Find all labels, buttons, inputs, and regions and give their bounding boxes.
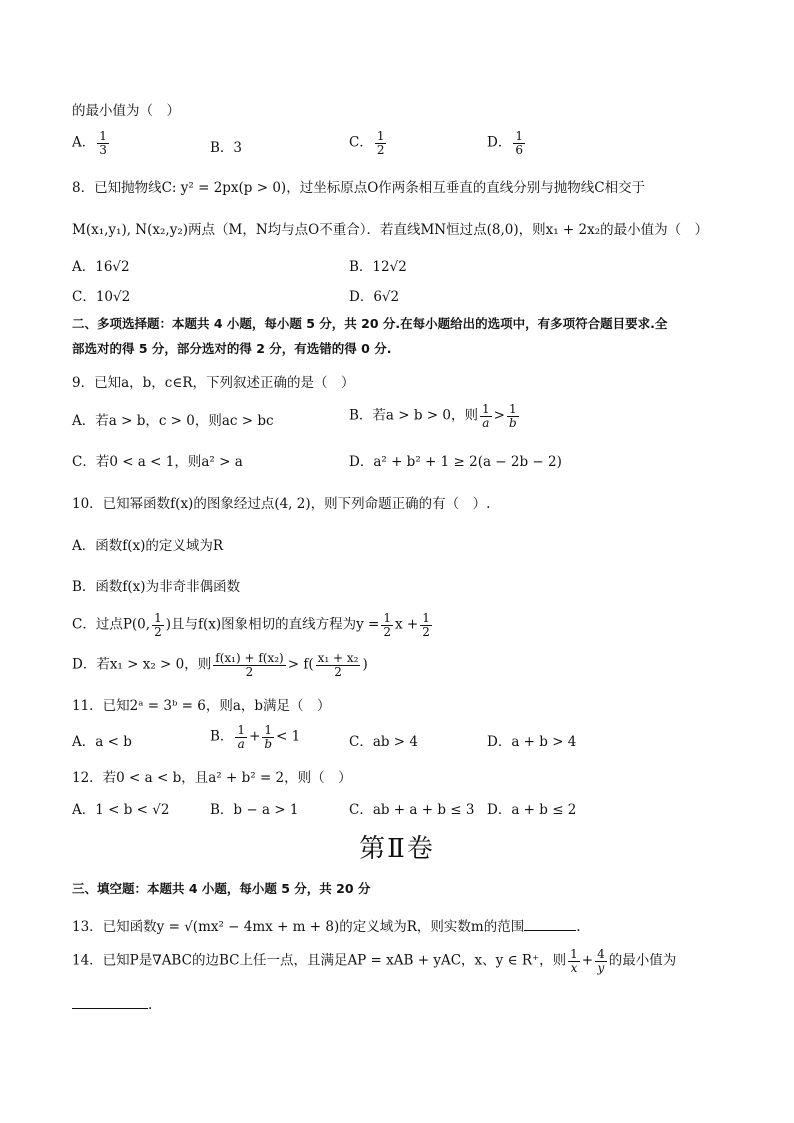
fraction: $\frac{4}{y}$ (597, 947, 605, 975)
q8-stem-line1: 8．已知抛物线C: y² = 2px(p > 0)，过坐标原点O作两条相互垂直的直线分别与抛物线C相交于 (72, 180, 646, 196)
q9-option-d[interactable]: D．a² + b² + 1 ≥ 2(a − 2b − 2) (349, 454, 562, 470)
option-text: ) (362, 656, 368, 673)
fraction: $\frac{1}{a}$ (482, 402, 490, 430)
q7-tail-text: 的最小值为（ ） (72, 103, 180, 119)
operator: + (581, 952, 594, 969)
q7-option-b[interactable] (210, 140, 242, 156)
q8-option-a[interactable]: A．16√2 (72, 259, 130, 275)
q9-option-b[interactable] (349, 403, 521, 429)
option-text: B．若a > b > 0，则 (349, 407, 478, 424)
q12-option-c[interactable]: C．ab + a + b ≤ 3 (349, 802, 475, 818)
option-text: C．过点P(0, (72, 616, 151, 633)
q11-option-d[interactable]: D．a + b > 4 (487, 734, 577, 750)
section2-heading-line2: 部选对的得 5 分，部分选对的得 2 分，有选错的得 0 分. (72, 341, 392, 356)
volume-title: 第Ⅱ卷 (359, 834, 435, 864)
option-value: 3 (233, 140, 243, 156)
section2-heading-line1: 二、多项选择题：本题共 4 小题，每小题 5 分，共 20 分.在每小题给出的选项中，有多项符合题目要求.全 (72, 316, 668, 331)
option-text: x + (394, 616, 419, 633)
q13-stem (72, 918, 581, 935)
q8-stem-line2: M(x₁,y₁), N(x₂,y₂)两点（M，N均与点O不重合）．若直线MN恒过点(8,0)，则x₁ + 2x₂的最小值为（ ） (72, 222, 709, 238)
q10-option-c[interactable] (72, 612, 434, 638)
fraction: $\frac{\text{x₁ + x₂}}{2}$ (317, 651, 359, 679)
q13-period: . (576, 919, 581, 935)
q9-option-a[interactable]: A．若a > b，c > 0，则ac > bc (72, 413, 274, 429)
q12-stem: 12．若0 < a < b，且a² + b² = 2，则（ ） (72, 770, 352, 786)
option-label: A． (72, 134, 96, 151)
q7-option-c[interactable] (349, 130, 388, 156)
q10-option-a[interactable]: A．函数f(x)的定义域为R (72, 538, 224, 554)
q14-text: 的最小值为 (608, 952, 677, 969)
q9-stem: 9．已知a，b，c∈R，下列叙述正确的是（ ） (72, 375, 355, 391)
q8-option-c[interactable]: C．10√2 (72, 289, 131, 305)
q11-option-b[interactable] (210, 724, 300, 750)
q14-text: 14．已知P是∇ABC的边BC上任一点，且满足AP = xAB + yAC，x、y ∈ R⁺，则 (72, 952, 567, 969)
q7-option-a[interactable] (72, 130, 111, 156)
q11-option-a[interactable]: A．a < b (72, 734, 132, 750)
option-label: C． (349, 134, 373, 151)
option-text: )且与f(x)图象相切的直线方程为y = (165, 616, 380, 633)
option-label: B． (210, 728, 234, 745)
q10-option-b[interactable]: B．函数f(x)为非奇非偶函数 (72, 579, 241, 595)
option-label: B． (210, 140, 234, 156)
answer-blank[interactable] (72, 996, 148, 1009)
fraction: $\frac{1}{2}$ (422, 611, 430, 639)
fraction: $\frac{1}{2}$ (154, 611, 162, 639)
operator: > (493, 407, 505, 424)
q14-period: . (148, 997, 153, 1013)
q14-answer-line (72, 996, 152, 1013)
fraction: $\frac{\text{f(x₁) + f(x₂)}}{2}$ (215, 651, 284, 679)
answer-blank[interactable] (524, 918, 576, 931)
q10-stem: 10．已知幂函数f(x)的图象经过点(4, 2)，则下列命题正确的有（ ）. (72, 496, 491, 512)
q8-option-b[interactable]: B．12√2 (349, 259, 407, 275)
fraction: $\frac{1}{b}$ (508, 402, 517, 430)
option-text: < 1 (276, 728, 301, 745)
q12-option-a[interactable]: A．1 < b < √2 (72, 802, 170, 818)
operator: + (249, 728, 261, 745)
fraction: $\frac{1}{2}$ (383, 611, 391, 639)
fraction: $\frac{1}{a}$ (237, 723, 246, 751)
fraction: $\frac{1}{3}$ (99, 129, 107, 157)
fraction: $\frac{1}{2}$ (376, 129, 385, 157)
q11-option-c[interactable]: C．ab > 4 (349, 734, 419, 750)
q13-text: 13．已知函数y = √(mx² − 4mx + m + 8)的定义域为R，则实数m的范围 (72, 919, 525, 935)
q7-option-d[interactable] (487, 130, 527, 156)
q11-stem: 11．已知2ᵃ = 3ᵇ = 6，则a，b满足（ ） (72, 698, 331, 714)
fraction: $\frac{1}{b}$ (264, 723, 273, 751)
q9-option-c[interactable]: C．若0 < a < 1，则a² > a (72, 454, 243, 470)
q8-option-d[interactable]: D．6√2 (349, 289, 400, 305)
q14-stem (72, 948, 676, 974)
q12-option-b[interactable]: B．b − a > 1 (210, 802, 299, 818)
fraction: $\frac{1}{6}$ (515, 129, 523, 157)
option-text: D．若x₁ > x₂ > 0，则 (72, 656, 212, 673)
q12-option-d[interactable]: D．a + b ≤ 2 (487, 802, 577, 818)
q10-option-d[interactable] (72, 652, 368, 678)
section3-heading: 三、填空题：本题共 4 小题，每小题 5 分，共 20 分 (72, 881, 371, 896)
option-label: D． (487, 134, 512, 151)
fraction: $\frac{1}{x}$ (570, 947, 578, 975)
option-text: > f( (287, 656, 314, 673)
